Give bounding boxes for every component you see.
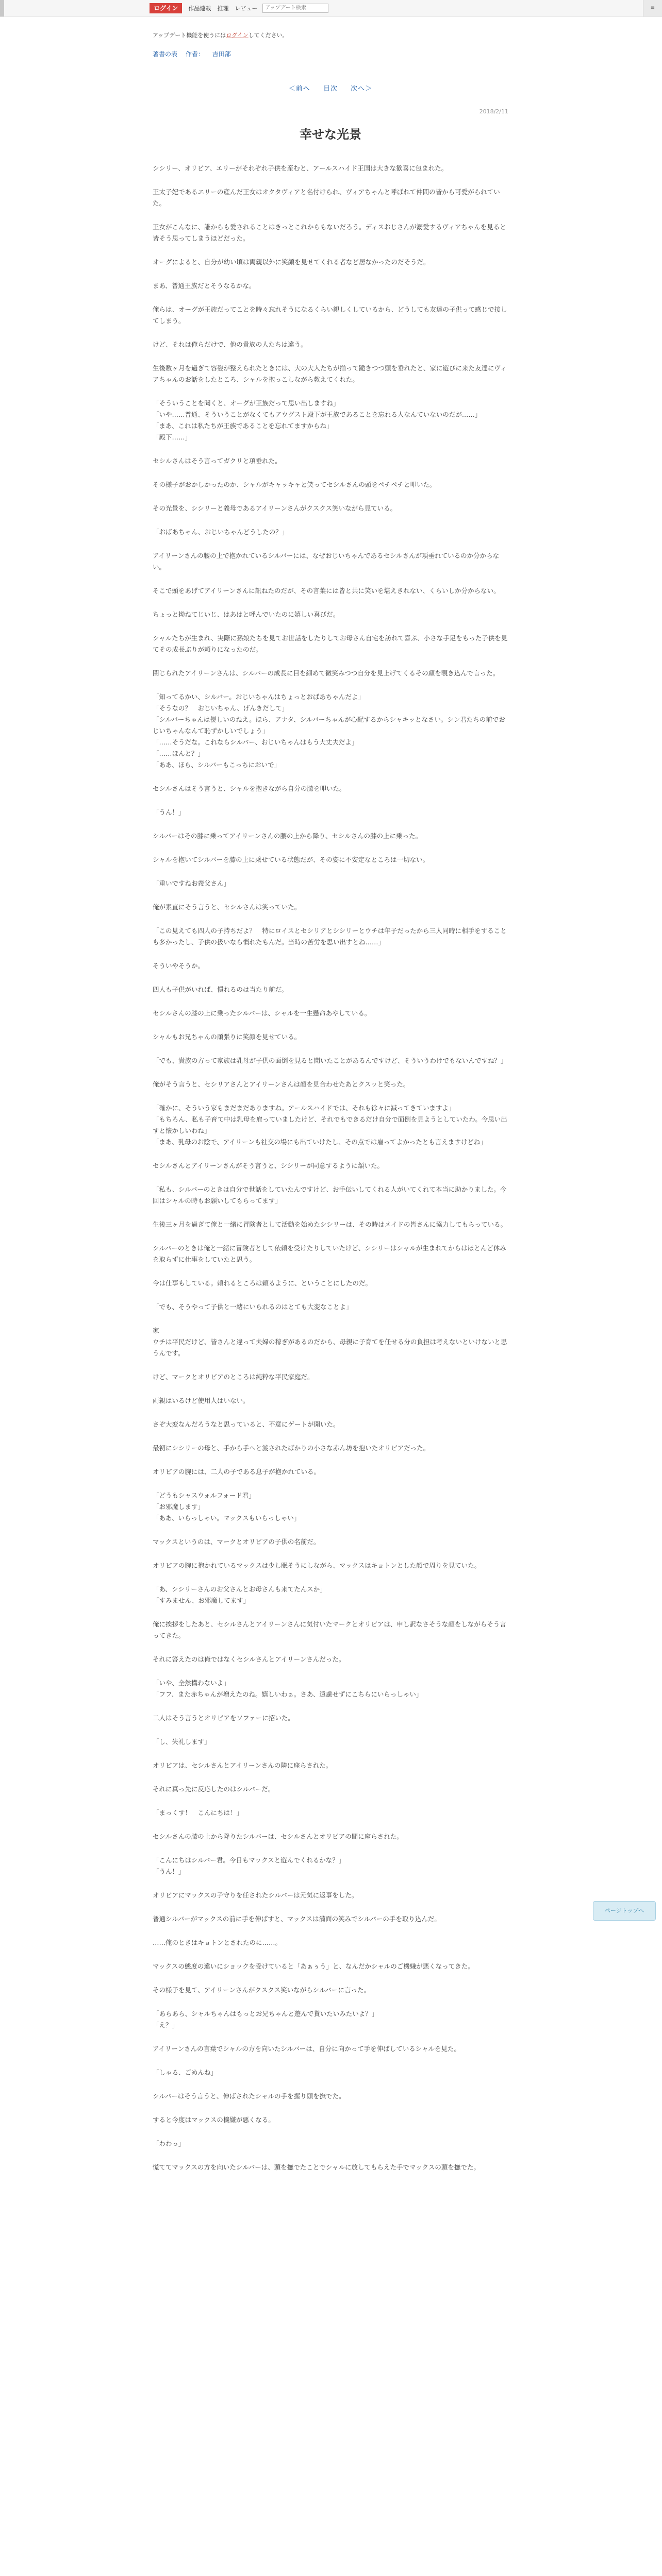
paragraph: その様子を見て、アイリーンさんがクスクス笑いながらシルバーに言った。 <box>153 1986 370 1994</box>
paragraph: さぞ大変なんだろうなと思っていると、不意にゲートが開いた。 <box>153 1420 340 1428</box>
publish-date: 2018/2/11 <box>479 108 508 115</box>
paragraph: シルバーはその膝に乗ってアイリーンさんの腰の上から降り、セシルさんの膝の上に乗った。 <box>153 832 422 840</box>
paragraph: 「私も、シルバーのときは自分で世話をしていたんですけど、お手伝いしてくれる人がいてくれて本当に助かりました。今回はシャルの時もお願いしてもらってます」 <box>153 1185 507 1205</box>
paragraph: セシルさんの膝の上に乗ったシルバーは、シャルを一生懸命あやしている。 <box>153 1009 371 1017</box>
notice-login-link[interactable]: ログイン <box>226 32 249 39</box>
menu-icon[interactable]: ≡ <box>643 0 662 16</box>
paragraph: マックスの態度の違いにショックを受けていると「あぁぅう」と、なんだかシャルのご機嫌が悪くなってきた。 <box>153 1962 474 1970</box>
paragraph: 「し、失礼します」 <box>153 1738 211 1745</box>
top-nav-items <box>150 3 328 13</box>
page-top-button[interactable]: ページトップへ <box>593 1901 656 1921</box>
paragraph: シルバーはそう言うと、伸ばされたシャルの手を握り頭を撫でた。 <box>153 2092 345 2100</box>
breadcrumb-work-title[interactable]: 著書の表 <box>153 50 178 58</box>
side-tab <box>0 0 4 16</box>
nav-link-mystery[interactable]: 推理 <box>217 5 229 12</box>
paragraph: 俺らは、オーグが王族だってことを時々忘れそうになるくらい親しくしているから、どうしても友達の子供って感じで接してしまう。 <box>153 306 507 325</box>
paragraph: それに答えたのは俺ではなくセシルさんとアイリーンさんだった。 <box>153 1655 345 1663</box>
paragraph: 生後数ヶ月を過ぎて容姿が整えられたときには、大の大人たちが揃って跪きつつ頭を垂れたと、家に遊びに来た友達にヴィアちゃんのお話をしたところ、シャルを抱っこしながら教えてくれた。 <box>153 364 507 383</box>
paragraph: セシルさんとアイリーンさんがそう言うと、シシリーが同意するように頷いた。 <box>153 1162 384 1170</box>
paragraph: 「うん！」 <box>153 808 185 816</box>
paragraph: その光景を、シシリーと義母であるアイリーンさんがクスクス笑いながら見ている。 <box>153 504 397 512</box>
paragraph: 王太子妃であるエリーの産んだ王女はオクタヴィアと名付けられ、ヴィアちゃんと呼ばれて仲間の皆から可愛がられていた。 <box>153 188 500 207</box>
login-notice <box>153 31 508 39</box>
breadcrumb-author-label: 作者： <box>185 50 204 58</box>
breadcrumb <box>153 49 508 58</box>
paragraph: それに真っ先に反応したのはシルバーだ。 <box>153 1785 275 1793</box>
paragraph: セシルさんの膝の上から降りたシルバーは、セシルさんとオリビアの間に座らされた。 <box>153 1833 403 1840</box>
paragraph: アイリーンさんの言葉でシャルの方を向いたシルバーは、自分に向かって手を伸ばしているシャルを見た。 <box>153 2045 460 2053</box>
paragraph: オーグによると、自分が幼い頃は両親以外に笑顔を見せてくれる者など居なかったのだそうだ。 <box>153 258 430 266</box>
paragraph: 家 ウチは平民だけど、皆さんと違って夫婦の稼ぎがあるのだから、母親に子育てを任せる分の負担は考えないといけないと思うんです。 <box>153 1327 507 1357</box>
paragraph: すると今度はマックスの機嫌が悪くなる。 <box>153 2116 275 2124</box>
paragraph: 「でも、そうやって子供と一緒にいられるのはとても大変なことよ」 <box>153 1303 353 1311</box>
paragraph: その様子がおかしかったのか、シャルがキャッキャと笑ってセシルさんの頭をペチペチと叩いた。 <box>153 481 436 488</box>
paragraph: 王女がこんなに、誰からも愛されることはきっとこれからもないだろう。ディスおじさんが溺愛するヴィアちゃんを見ると皆そう思ってしまうほどだった。 <box>153 223 506 242</box>
paragraph: ……俺のときはキョトンとされたのに……。 <box>153 1939 282 1946</box>
paragraph: 二人はそう言うとオリビアをソファーに招いた。 <box>153 1714 294 1722</box>
notice-after: してください。 <box>248 32 288 39</box>
paragraph: けど、マークとオリビアのところは純粋な平民家庭だ。 <box>153 1373 314 1381</box>
paragraph: ちょっと拗ねてじいじ、はあはと呼んでいたのに嬉しい喜びだ。 <box>153 611 340 618</box>
chapter-title: 幸せな光景 <box>300 127 361 142</box>
paragraph: 「いや、全然構わないよ」 「フフ、また赤ちゃんが増えたのね。嬉しいわぁ。さあ、遠慮せずにこちらにいらっしゃい」 <box>153 1679 423 1698</box>
top-navigation-bar <box>0 0 662 17</box>
paragraph: シルバーのときは俺と一緒に冒険者として依頼を受けたりしていたけど、シシリーはシャルが生まれてからはほとんど休みを取らずに仕事をしていたと思う。 <box>153 1244 506 1263</box>
paragraph: 慌ててマックスの方を向いたシルバーは、頭を撫でたことでシャルに放してもらえた手でマックスの頭を撫でた。 <box>153 2163 480 2171</box>
paragraph: アイリーンさんの腰の上で抱かれているシルバーには、なぜおじいちゃんであるセシルさんが項垂れているのか分からない。 <box>153 552 500 571</box>
paragraph: セシルさんはそう言ってガクリと項垂れた。 <box>153 457 282 465</box>
main-content <box>153 31 508 2185</box>
paragraph: そこで頭をあげてアイリーンさんに訊ねたのだが、その言葉には皆と共に笑いを堪えきれない、くらいしか分からない。 <box>153 587 500 595</box>
paragraph: シャルを抱いてシルバーを膝の上に乗せている状態だが、その姿に不安定なところは一切ない。 <box>153 856 429 863</box>
paragraph: 俺に挨拶をしたあと、セシルさんとアイリーンさんに気付いたマークとオリビアは、申し訳なさそうな顔をしながらそう言ってきた。 <box>153 1620 506 1639</box>
paragraph: 「重いですねお義父さん」 <box>153 879 230 887</box>
index-link[interactable]: 目次 <box>323 85 338 93</box>
paragraph: けど、それは俺らだけで、他の貴族の人たちは違う。 <box>153 341 307 348</box>
paragraph: 「どうもシャスウォルフォード君」 「お邪魔します」 「ああ、いらっしゃい。マックスもいらっしゃい」 <box>153 1492 301 1522</box>
paragraph: オリビアの腕に抱かれているマックスは少し眠そうにしながら、マックスはキョトンとした顔で周りを見ていた。 <box>153 1562 481 1569</box>
paragraph: オリビアは、セシルさんとアイリーンさんの隣に座らされた。 <box>153 1761 333 1769</box>
paragraph: 「こんにちはシルバー君。今日もマックスと遊んでくれるかな？」 「うん！」 <box>153 1856 345 1875</box>
paragraph: 最初にシシリーの母と、手から手へと渡されたばかりの小さな赤ん坊を抱いたオリビアだった。 <box>153 1444 430 1452</box>
paragraph: 「でも、貴族の方って家族は乳母が子供の面倒を見ると聞いたことがあるんですけど、そういうわけでもないんですね？」 <box>153 1057 507 1064</box>
paragraph: オリビアの腕には、二人の子である息子が抱かれている。 <box>153 1468 321 1476</box>
paragraph: 「しゃる、ごめんね」 <box>153 2069 218 2076</box>
paragraph: 「まっくす！ こんにちは！」 <box>153 1809 243 1817</box>
paragraph: 今は仕事もしている。頼れるところは頼るように、ということにしたのだ。 <box>153 1279 372 1287</box>
paragraph: 「確かに、そういう家もまだまだありますね。アールスハイドでは、それも徐々に減ってきていますよ」 「もちろん、私も子育て中は乳母を雇っていましたけど、それでもできるだけ自分で面倒を見ようとしていたわ。今思い出すと懐かしいわね」 「まあ、乳母のお陰で、アイリーンも社交の場にも出ていけたし、その点では雇ってよかったとも言えますけどね」 <box>153 1104 507 1146</box>
paragraph: 「わわっ」 <box>153 2140 185 2147</box>
paragraph: 両親はいるけど使用人はいない。 <box>153 1397 250 1404</box>
paragraph: 閉じられたアイリーンさんは、シルバーの成長に目を細めて微笑みつつ自分を見上げてくるその顔を覗き込んで言った。 <box>153 669 500 677</box>
paragraph: シャルもお兄ちゃんの頑張りに笑顔を見せている。 <box>153 1033 301 1041</box>
search-input[interactable] <box>262 4 328 13</box>
paragraph: 四人も子供がいれば、慣れるのは当たり前だ。 <box>153 986 288 993</box>
nav-link-review[interactable]: レビュー <box>235 5 258 12</box>
breadcrumb-author[interactable]: 吉田部 <box>212 50 231 58</box>
paragraph: 「あらあら、シャルちゃんはもっとお兄ちゃんと遊んで貰いたいみたいよ？」 「え？」 <box>153 2010 378 2029</box>
paragraph: 俺がそう言うと、セシリアさんとアイリーンさんは顔を見合わせたあとクスッと笑った。 <box>153 1080 410 1088</box>
notice-before: アップデート機能を使うには <box>153 32 226 39</box>
paragraph: シャルたちが生まれ、実際に孫娘たちを見てお世話をしたりしてお母さん自宅を訪れて喜ぶ、小さな手足をもった子供を見てその成長ぶりが頼りになったのだ。 <box>153 634 508 653</box>
paragraph: セシルさんはそう言うと、シャルを抱きながら自分の膝を叩いた。 <box>153 785 346 792</box>
paragraph: 普通シルバーがマックスの前に手を伸ばすと、マックスは満面の笑みでシルバーの手を取り込んだ。 <box>153 1915 441 1923</box>
paragraph: シシリー、オリビア、エリーがそれぞれ子供を産むと、アールスハイド王国は大きな歓喜に包まれた。 <box>153 164 448 172</box>
next-chapter-link[interactable]: 次へ＞ <box>351 85 373 93</box>
nav-link-series[interactable]: 作品連載 <box>188 5 211 12</box>
paragraph: 俺が素直にそう言うと、セシルさんは笑っていた。 <box>153 903 301 911</box>
paragraph: 「あ、シシリーさんのお父さんとお母さんも来てたんスか」 「すみません、お邪魔してます」 <box>153 1585 326 1604</box>
paragraph: オリビアにマックスの子守りを任されたシルバーは元気に返事をした。 <box>153 1891 358 1899</box>
paragraph: まあ、普通王族だとそうなるかな。 <box>153 282 256 290</box>
paragraph: 「知ってるかい、シルバー。おじいちゃんはちょっとおばあちゃんだよ」 「そうなの？ おじいちゃん、げんきだして」 「シルバーちゃんは優しいのねえ。ほら、アナタ、シルバーちゃんが心配するからシャキッとなさい。シン君たちの前でおじいちゃんなんて恥ずかしいでしょう」 「……そうだな。これならシルバー、おじいちゃんはもう大丈夫だよ」 「……ほんと？」 「ああ、ほら、シルバーもこっちにおいで」 <box>153 693 505 769</box>
paragraph: 生後三ヶ月を過ぎて俺と一緒に冒険者として活動を始めたシシリーは、その時はメイドの皆さんに協力してもらっている。 <box>153 1221 507 1228</box>
paragraph: マックスというのは、マークとオリビアの子供の名前だ。 <box>153 1538 320 1546</box>
paragraph: そういやそうか。 <box>153 962 205 970</box>
paragraph: 「この見えても四人の子持ちだよ？ 特にロイスとセシリアとシシリーとウチは年子だったから三人同時に相手をすることも多かったし、子供の扱いなら慣れたもんだ。当時の苦労を思い出すとね……」 <box>153 927 507 946</box>
paragraph: 「そういうことを聞くと、オーグが王族だって思い出しますね」 「いや……普通、そういうことがなくてもアウグスト殿下が王族であることを忘れる人なんていないのだが……」 「まあ、これは私たちが王族であることを忘れてますからね」 「殿下……」 <box>153 399 482 441</box>
paragraph: 「おばあちゃん、おじいちゃんどうしたの？」 <box>153 528 289 536</box>
chapter-pager <box>153 83 508 93</box>
login-button[interactable]: ログイン <box>150 3 182 13</box>
prev-chapter-link[interactable]: ＜前へ <box>288 85 310 93</box>
chapter-body <box>153 163 508 2173</box>
